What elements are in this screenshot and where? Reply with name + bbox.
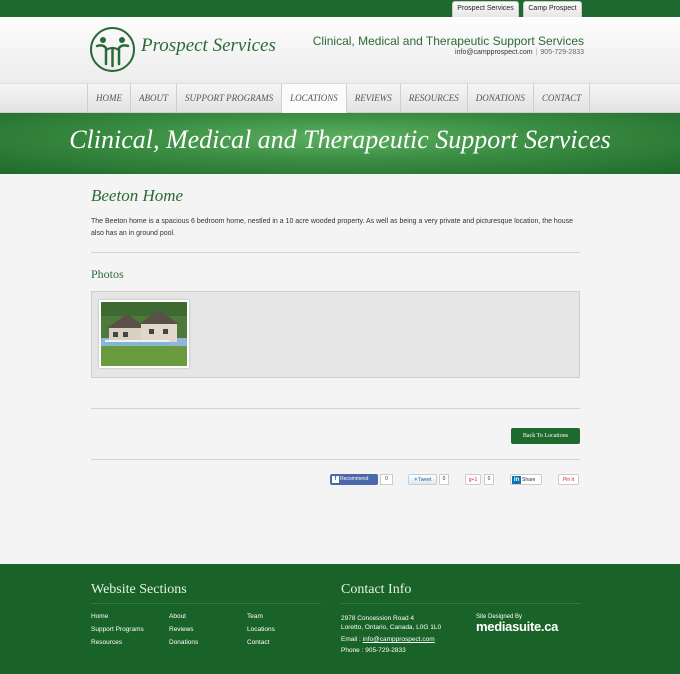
nav-items xyxy=(87,84,590,113)
header-phone: 905-729-2833 xyxy=(540,49,584,56)
page-title: Beeton Home xyxy=(91,186,184,205)
footer-address xyxy=(341,614,441,655)
linkedin-label: Share xyxy=(522,477,536,483)
footer-phone: Phone : 905-729-2833 xyxy=(341,647,406,654)
logo-icon[interactable] xyxy=(89,26,136,73)
site-header xyxy=(0,17,680,83)
tweet-label: Tweet xyxy=(417,477,432,483)
nav-item-reviews[interactable]: REVIEWS xyxy=(347,84,401,113)
footer-link-donations[interactable]: Donations xyxy=(169,639,199,646)
footer-link-contact[interactable]: Contact xyxy=(247,639,270,646)
house-photo-icon xyxy=(101,302,187,366)
hero-banner xyxy=(0,113,680,174)
facebook-recommend-button[interactable] xyxy=(330,474,378,485)
linkedin-icon: in xyxy=(513,477,520,483)
tweet-count: 0 xyxy=(439,474,449,485)
footer-link-home[interactable]: Home xyxy=(91,613,109,620)
footer-divider xyxy=(341,603,581,604)
footer-sections-heading: Website Sections xyxy=(91,582,187,597)
linkedin-share-button[interactable] xyxy=(510,474,542,485)
site-footer xyxy=(0,564,680,674)
nav-item-locations[interactable]: LOCATIONS xyxy=(282,84,347,113)
designer-credit[interactable] xyxy=(476,614,558,634)
designed-by-label: Site Designed By xyxy=(476,614,523,620)
address-line-2: Loretto, Ontario, Canada, L0G 1L0 xyxy=(341,624,442,631)
footer-link-support-programs[interactable]: Support Programs xyxy=(91,626,144,633)
photos-heading: Photos xyxy=(91,267,124,281)
address-line-1: 2978 Concession Road 4 xyxy=(341,615,414,622)
header-contact xyxy=(455,49,584,56)
page-description: The Beeton home is a spacious 6 bedroom home, nestled in a 10 acre wooded property. As well as being a very private and picturesque location, the house also has an in ground pool. xyxy=(91,218,573,237)
photo-thumbnail[interactable] xyxy=(99,300,189,368)
facebook-label: Recommend xyxy=(340,476,369,482)
back-to-locations-button[interactable]: Back To Locations xyxy=(511,428,580,444)
nav-item-donations[interactable]: DONATIONS xyxy=(468,84,534,113)
footer-link-locations[interactable]: Locations xyxy=(247,626,275,633)
facebook-icon: f xyxy=(332,476,339,483)
header-email[interactable]: info@campprospect.com xyxy=(455,49,533,56)
footer-link-about[interactable]: About xyxy=(169,613,186,620)
divider xyxy=(91,408,580,409)
footer-link-resources[interactable]: Resources xyxy=(91,639,123,646)
nav-item-home[interactable]: HOME xyxy=(88,84,131,113)
tab-camp-prospect[interactable]: Camp Prospect xyxy=(523,1,582,17)
tab-prospect-services[interactable]: Prospect Services xyxy=(452,1,519,17)
top-bar xyxy=(0,0,680,17)
designer-logo: mediasuite.ca xyxy=(476,619,559,634)
footer-contact-heading: Contact Info xyxy=(341,582,412,597)
nav-item-support-programs[interactable]: SUPPORT PROGRAMS xyxy=(177,84,282,113)
footer-link-reviews[interactable]: Reviews xyxy=(169,626,194,633)
nav-item-resources[interactable]: RESOURCES xyxy=(401,84,468,113)
social-share-bar xyxy=(330,474,580,486)
pinterest-button[interactable]: Pin it xyxy=(558,474,579,485)
footer-email-row xyxy=(341,635,441,644)
email-label: Email : xyxy=(341,636,363,643)
nav-item-about[interactable]: ABOUT xyxy=(131,84,177,113)
google-plus-count: 0 xyxy=(484,474,494,485)
header-tagline: Clinical, Medical and Therapeutic Support Services xyxy=(312,34,584,48)
divider xyxy=(91,459,580,460)
banner-title: Clinical, Medical and Therapeutic Support Services xyxy=(69,125,611,154)
photo-gallery xyxy=(91,291,580,378)
nav-item-contact[interactable]: CONTACT xyxy=(534,84,590,113)
header-separator: | xyxy=(535,49,538,56)
tweet-button[interactable] xyxy=(408,474,437,485)
facebook-count: 0 xyxy=(380,474,393,485)
main-nav xyxy=(0,83,680,113)
footer-divider xyxy=(91,603,321,604)
google-plus-button[interactable]: g+1 xyxy=(465,474,481,485)
footer-link-team[interactable]: Team xyxy=(247,613,263,620)
twitter-icon: ✦ xyxy=(413,477,418,483)
logo-text[interactable]: Prospect Services xyxy=(141,35,276,56)
footer-email-link[interactable]: info@campprospect.com xyxy=(362,636,435,643)
divider xyxy=(91,252,580,253)
